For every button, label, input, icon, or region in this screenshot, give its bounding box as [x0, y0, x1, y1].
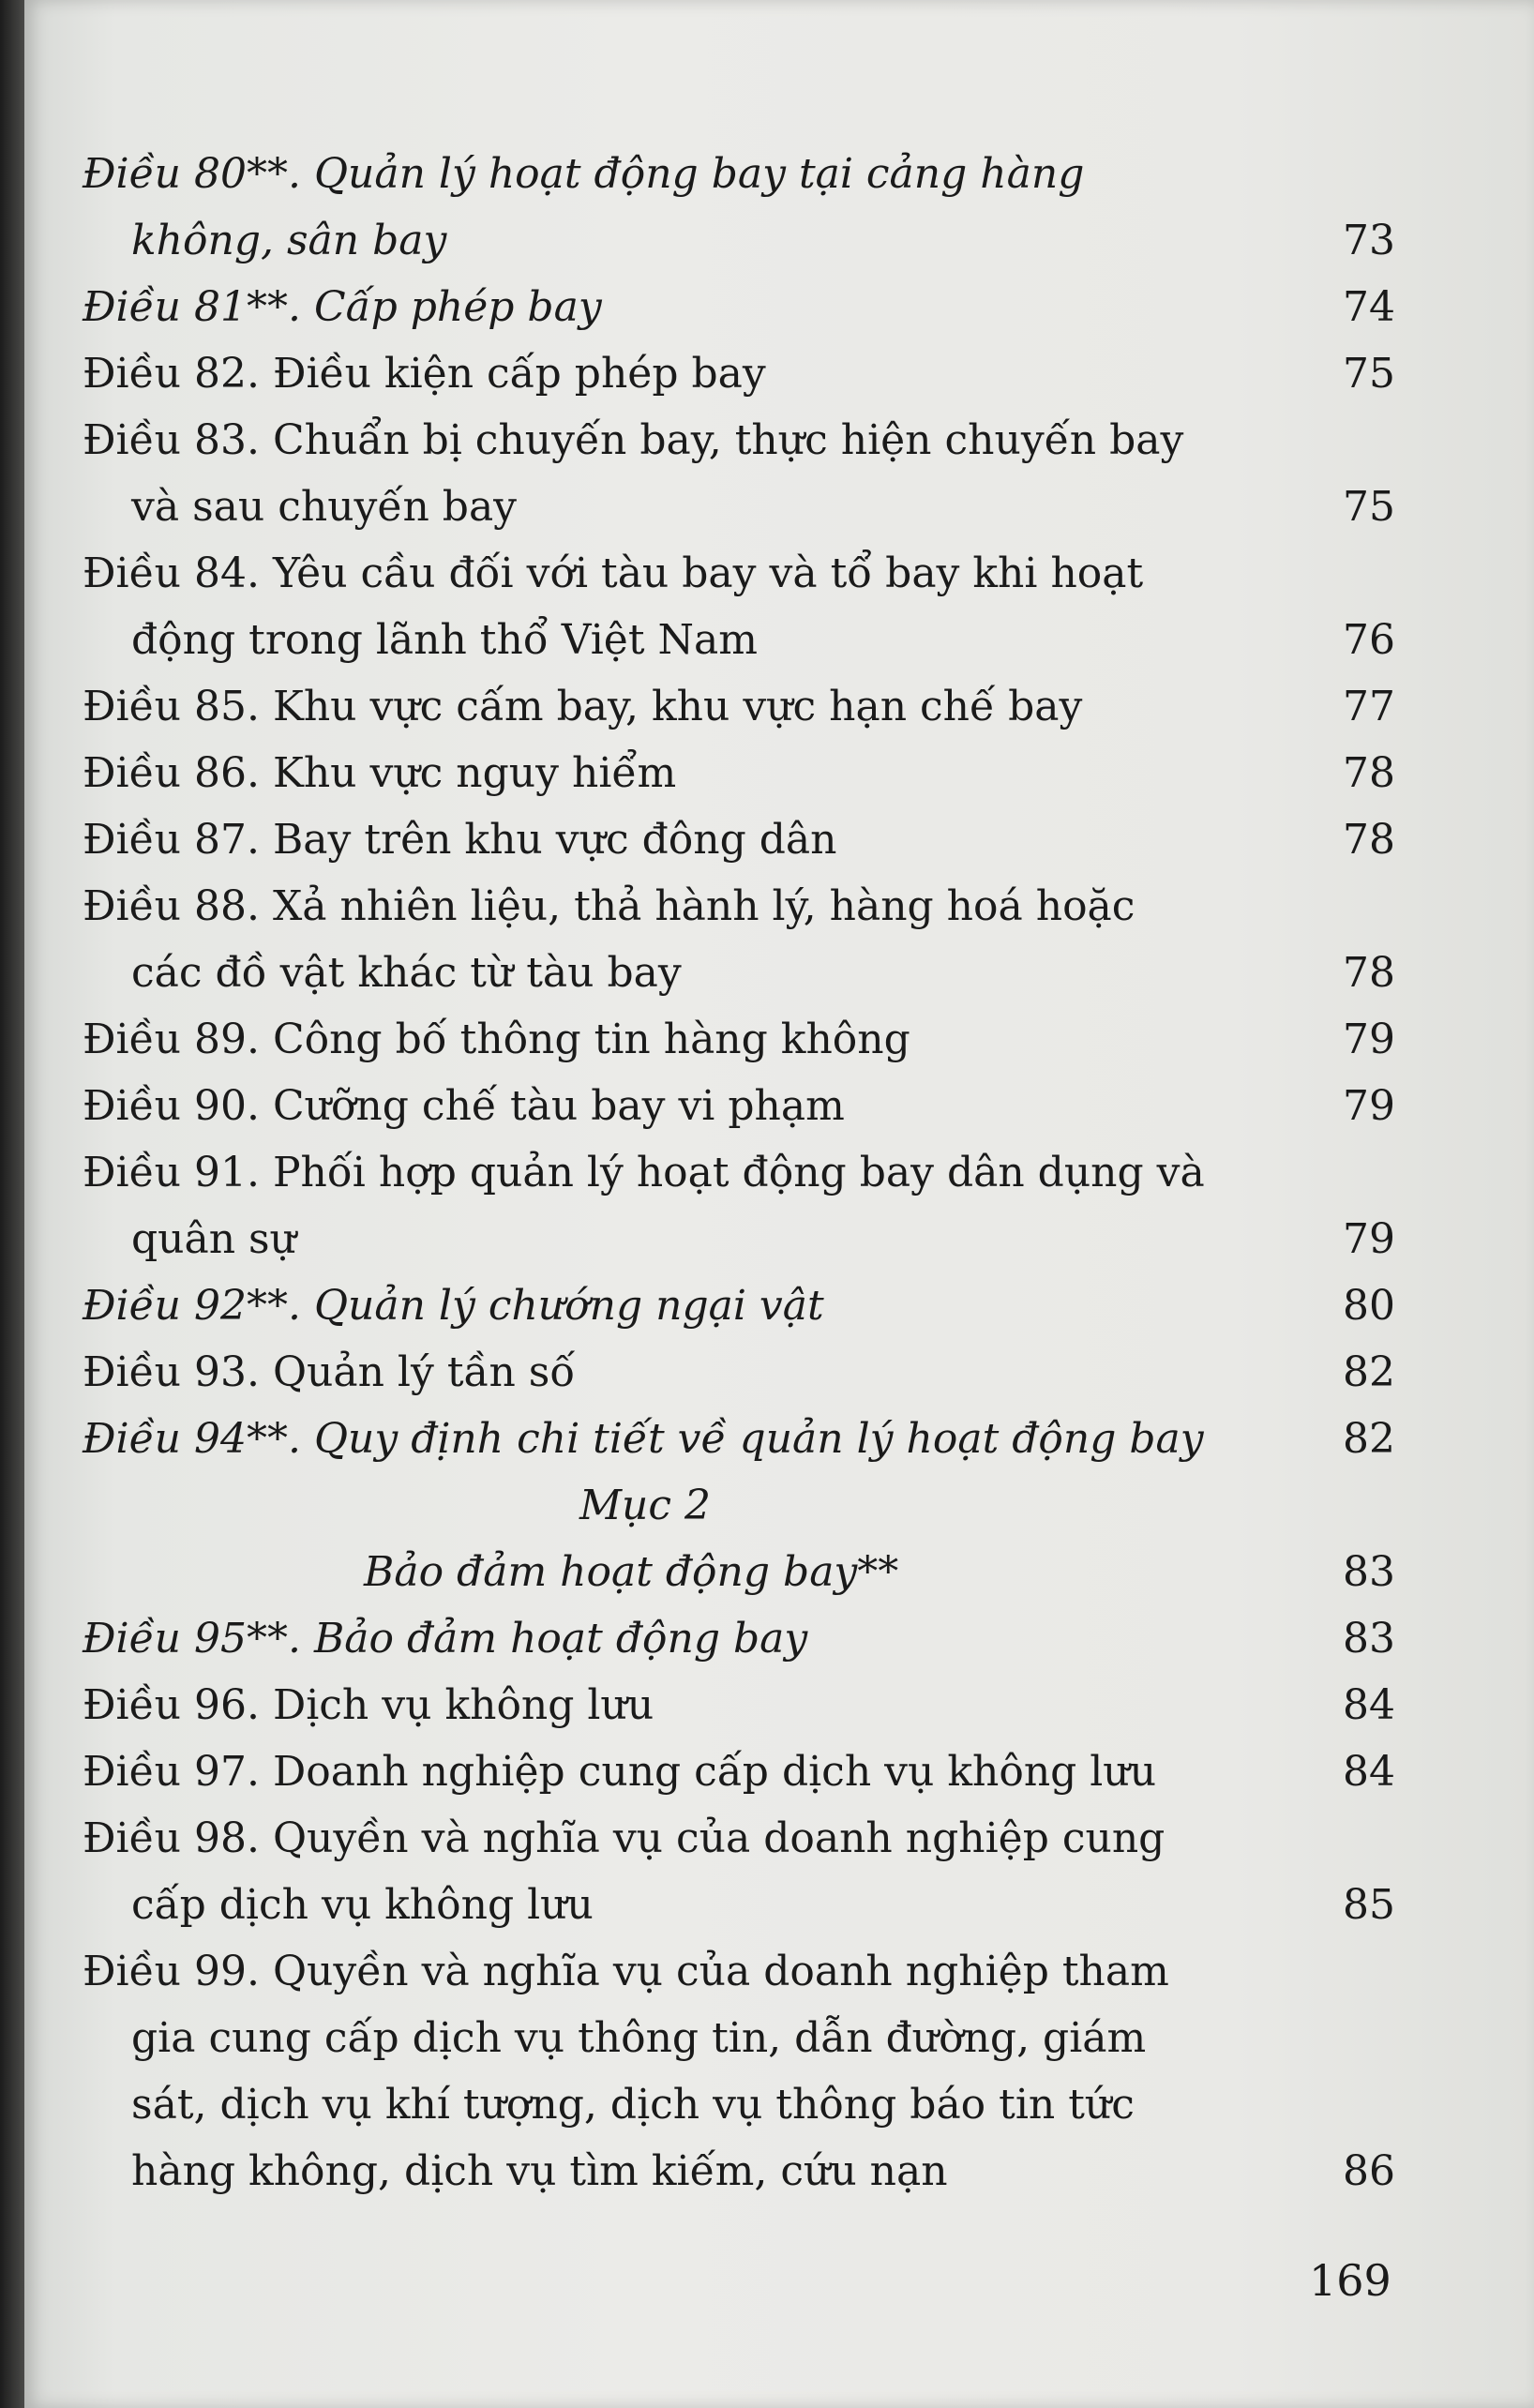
toc-line	[83, 607, 1395, 673]
toc-line	[83, 1406, 1395, 1472]
toc-entry-page: 84	[1343, 1681, 1395, 1729]
toc-line	[83, 1672, 1395, 1738]
toc-entry	[83, 1272, 1395, 1339]
toc-line	[83, 1472, 1395, 1539]
toc-entry-page: 74	[1343, 283, 1395, 331]
toc-entry-page: 78	[1343, 749, 1395, 797]
toc-entry	[83, 1738, 1395, 1805]
toc-entry-title: Điều 90. Cưỡng chế tàu bay vi phạm	[83, 1082, 845, 1130]
book-page	[24, 0, 1534, 2408]
toc-line	[83, 2005, 1395, 2071]
toc-line	[83, 1805, 1395, 1872]
toc-line	[83, 407, 1395, 474]
toc-entry-title: Điều 92**. Quản lý chướng ngại vật	[83, 1282, 824, 1330]
toc-entry-page: 79	[1343, 1016, 1395, 1063]
toc-entry-title: hàng không, dịch vụ tìm kiếm, cứu nạn	[131, 2147, 948, 2195]
toc-line	[83, 740, 1395, 806]
toc-entry-title: các đồ vật khác từ tàu bay	[131, 949, 682, 997]
toc-line	[83, 1272, 1395, 1339]
toc-line	[83, 673, 1395, 740]
toc-line	[83, 540, 1395, 607]
toc-line	[83, 806, 1395, 873]
toc-entry-title: Điều 93. Quản lý tần số	[83, 1348, 576, 1396]
toc-entry-page: 77	[1343, 683, 1395, 730]
toc-entry-page: 75	[1343, 483, 1395, 531]
toc-line	[83, 2138, 1395, 2205]
toc-entry-title: quân sự	[131, 1215, 296, 1263]
toc-entry	[83, 141, 1395, 274]
toc-line	[83, 2071, 1395, 2138]
toc-entry	[83, 340, 1395, 407]
toc-line	[83, 340, 1395, 407]
toc-entry-page: 80	[1343, 1282, 1395, 1330]
toc-line	[83, 1872, 1395, 1938]
toc-entry-title: Điều 81**. Cấp phép bay	[83, 283, 602, 331]
toc-entry-title: và sau chuyến bay	[131, 483, 518, 531]
toc-entry	[83, 1605, 1395, 1672]
toc-entry-title: Điều 97. Doanh nghiệp cung cấp dịch vụ không lưu	[83, 1748, 1157, 1796]
toc-entry-title: Điều 84. Yêu cầu đối với tàu bay và tổ bay khi hoạt	[83, 549, 1144, 597]
toc-entry	[83, 1339, 1395, 1406]
toc-entry-title: gia cung cấp dịch vụ thông tin, dẫn đường, giám	[131, 2014, 1147, 2062]
toc-line	[83, 274, 1395, 340]
toc-entry-page: 83	[1343, 1548, 1395, 1596]
toc-line	[83, 1938, 1395, 2005]
toc-line	[83, 1073, 1395, 1139]
toc-entry	[83, 1672, 1395, 1738]
toc-line	[83, 1605, 1395, 1672]
toc-entry-title: động trong lãnh thổ Việt Nam	[131, 616, 758, 664]
toc-line	[83, 474, 1395, 540]
toc-entry	[83, 1805, 1395, 1938]
toc-line	[83, 1006, 1395, 1073]
toc-line	[83, 207, 1395, 274]
toc-entry-page: 84	[1343, 1748, 1395, 1796]
toc-entry-page: 79	[1343, 1082, 1395, 1130]
toc-entry-page: 78	[1343, 949, 1395, 997]
toc-entry	[83, 806, 1395, 873]
toc-entry-title: Điều 96. Dịch vụ không lưu	[83, 1681, 654, 1729]
toc-entry-title: cấp dịch vụ không lưu	[131, 1881, 594, 1929]
toc-entry-page: 79	[1343, 1215, 1395, 1263]
toc-entry-title: Điều 86. Khu vực nguy hiểm	[83, 749, 677, 797]
toc-entry	[83, 1006, 1395, 1073]
toc-line	[83, 141, 1395, 207]
toc-entry-title: Điều 89. Công bố thông tin hàng không	[83, 1016, 910, 1063]
toc-entry-title: Điều 99. Quyền và nghĩa vụ của doanh nghiệp tham	[83, 1948, 1169, 1995]
toc-entry-page: 73	[1343, 217, 1395, 264]
toc-entry-title: Điều 82. Điều kiện cấp phép bay	[83, 350, 766, 398]
toc-entry	[83, 873, 1395, 1006]
toc-entry-title: Điều 80**. Quản lý hoạt động bay tại cảng hàng	[83, 150, 1085, 198]
toc-entry-title: Điều 83. Chuẩn bị chuyến bay, thực hiện chuyến bay	[83, 416, 1184, 464]
toc-entry-title: Điều 85. Khu vực cấm bay, khu vực hạn chế bay	[83, 683, 1083, 730]
toc-line	[83, 940, 1395, 1006]
toc-entry-title: Điều 88. Xả nhiên liệu, thả hành lý, hàng hoá hoặc	[83, 882, 1135, 930]
toc-entry	[83, 1139, 1395, 1272]
toc-entry	[83, 1938, 1395, 2205]
toc-entry-title: Điều 95**. Bảo đảm hoạt động bay	[83, 1615, 808, 1663]
toc-entry	[83, 1073, 1395, 1139]
page-number: 169	[1309, 2255, 1391, 2306]
toc-entry-title: Điều 91. Phối hợp quản lý hoạt động bay dân dụng và	[83, 1149, 1205, 1196]
toc-entry-title: không, sân bay	[131, 217, 447, 264]
toc-entry-title: Điều 94**. Quy định chi tiết về quản lý hoạt động bay	[83, 1415, 1204, 1463]
toc-entry	[83, 740, 1395, 806]
toc-entry	[83, 274, 1395, 340]
toc-entry	[83, 673, 1395, 740]
toc-entry-page: 78	[1343, 816, 1395, 864]
toc-line	[83, 1738, 1395, 1805]
toc-entry-page: 82	[1343, 1415, 1395, 1463]
toc-entry-title: Điều 87. Bay trên khu vực đông dân	[83, 816, 837, 864]
toc-entry-page: 83	[1343, 1615, 1395, 1663]
toc-entry-title: sát, dịch vụ khí tượng, dịch vụ thông báo tin tức	[131, 2081, 1135, 2129]
toc-line	[83, 1539, 1395, 1605]
toc-line	[83, 873, 1395, 940]
toc-entry-title: Điều 98. Quyền và nghĩa vụ của doanh nghiệp cung	[83, 1814, 1166, 1862]
table-of-contents	[83, 141, 1395, 2205]
toc-entry-title: Mục 2	[579, 1482, 712, 1529]
toc-entry-page: 75	[1343, 350, 1395, 398]
toc-entry	[83, 1406, 1395, 1472]
toc-entry-title: Bảo đảm hoạt động bay**	[364, 1548, 899, 1596]
toc-entry	[83, 407, 1395, 540]
toc-entry	[83, 1472, 1395, 1539]
toc-line	[83, 1139, 1395, 1206]
toc-entry-page: 86	[1343, 2147, 1395, 2195]
toc-entry-page: 76	[1343, 616, 1395, 664]
toc-entry	[83, 1539, 1395, 1605]
book-spine-shadow	[0, 0, 24, 2408]
toc-entry-page: 85	[1343, 1881, 1395, 1929]
toc-line	[83, 1206, 1395, 1272]
toc-entry	[83, 540, 1395, 673]
toc-entry-page: 82	[1343, 1348, 1395, 1396]
toc-line	[83, 1339, 1395, 1406]
